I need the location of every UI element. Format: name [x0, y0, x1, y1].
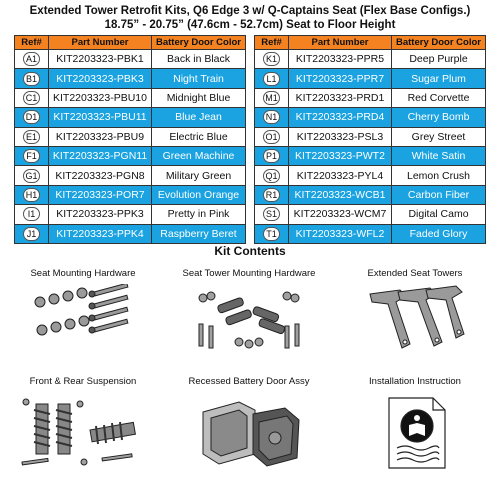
kit-item-label: Installation Instruction — [369, 376, 461, 387]
ref-badge: F1 — [23, 149, 40, 163]
ref-cell — [255, 224, 289, 243]
kit-item-label: Front & Rear Suspension — [29, 376, 137, 387]
battery-door-color-cell: Carbon Fiber — [392, 185, 486, 204]
kit-item-label: Recessed Battery Door Assy — [188, 376, 310, 387]
table-row — [255, 88, 486, 107]
ref-badge: N1 — [263, 110, 280, 124]
title-line-1: Extended Tower Retrofit Kits, Q6 Edge 3 w/ Q-Captains Seat (Flex Base Configs.) — [29, 5, 471, 17]
parts-table-left — [14, 35, 246, 244]
kit-item-seat-tower-mounting-hardware — [166, 268, 332, 354]
ref-badge: Q1 — [263, 169, 280, 183]
part-number-cell: KIT2203323-POR7 — [49, 185, 152, 204]
part-number-cell: KIT2203323-WCB1 — [289, 185, 392, 204]
table-row — [15, 166, 246, 185]
suspension-spring-icon — [18, 392, 148, 472]
battery-door-color-cell: Evolution Orange — [152, 185, 246, 204]
parts-table-left-body — [15, 50, 246, 244]
part-number-cell: KIT2203323-PPK3 — [49, 205, 152, 224]
page-title — [0, 4, 500, 32]
battery-door-color-cell: Electric Blue — [152, 127, 246, 146]
battery-door-color-cell: White Satin — [392, 146, 486, 165]
title-line-2: 18.75” - 20.75” (47.6cm - 52.7cm) Seat to Floor Height — [104, 19, 396, 31]
kit-contents-title: Kit Contents — [214, 244, 286, 258]
battery-door-color-cell: Raspberry Beret — [152, 224, 246, 243]
table-header-row — [15, 36, 246, 50]
ref-cell — [15, 205, 49, 224]
ref-badge: S1 — [263, 207, 280, 221]
header-battery-door-color: Battery Door Color — [152, 36, 246, 50]
table-row — [15, 108, 246, 127]
kit-item-front-rear-suspension — [0, 376, 166, 472]
part-number-cell: KIT2203323-PPK4 — [49, 224, 152, 243]
battery-door-color-cell: Cherry Bomb — [392, 108, 486, 127]
ref-badge: T1 — [263, 227, 280, 241]
seat-tower-icon — [360, 284, 470, 354]
ref-cell — [15, 50, 49, 69]
ref-cell — [255, 205, 289, 224]
parts-tables — [14, 35, 486, 244]
battery-door-color-cell: Lemon Crush — [392, 166, 486, 185]
ref-cell — [15, 224, 49, 243]
battery-door-color-cell: Faded Glory — [392, 224, 486, 243]
kit-item-recessed-battery-door-assy — [166, 376, 332, 472]
ref-badge: R1 — [263, 188, 280, 202]
ref-badge: I1 — [23, 207, 40, 221]
ref-cell — [255, 127, 289, 146]
kit-item-extended-seat-towers — [332, 268, 498, 354]
ref-badge: C1 — [23, 91, 40, 105]
ref-cell — [15, 69, 49, 88]
table-row — [15, 88, 246, 107]
ref-cell — [255, 108, 289, 127]
battery-door-color-cell: Back in Black — [152, 50, 246, 69]
part-number-cell: KIT2203323-PWT2 — [289, 146, 392, 165]
ref-cell — [15, 88, 49, 107]
ref-badge: P1 — [263, 149, 280, 163]
part-number-cell: KIT2203323-PGN11 — [49, 146, 152, 165]
parts-table-right — [254, 35, 486, 244]
ref-cell — [255, 146, 289, 165]
battery-door-color-cell: Night Train — [152, 69, 246, 88]
ref-badge: A1 — [23, 52, 40, 66]
table-row — [15, 146, 246, 165]
battery-door-color-cell: Pretty in Pink — [152, 205, 246, 224]
header-ref: Ref# — [15, 36, 49, 50]
table-row — [15, 69, 246, 88]
part-number-cell: KIT2203323-PRD4 — [289, 108, 392, 127]
table-row — [15, 185, 246, 204]
ref-badge: E1 — [23, 130, 40, 144]
table-row — [255, 224, 486, 243]
part-number-cell: KIT2203323-PBU11 — [49, 108, 152, 127]
ref-cell — [255, 69, 289, 88]
ref-cell — [15, 108, 49, 127]
part-number-cell: KIT2203323-PPR5 — [289, 50, 392, 69]
ref-badge: J1 — [23, 227, 40, 241]
table-row — [255, 205, 486, 224]
battery-door-color-cell: Grey Street — [392, 127, 486, 146]
table-row — [15, 50, 246, 69]
ref-cell — [15, 166, 49, 185]
part-number-cell: KIT2203323-PSL3 — [289, 127, 392, 146]
ref-badge: H1 — [23, 188, 40, 202]
ref-badge: G1 — [23, 169, 40, 183]
header-part-number: Part Number — [289, 36, 392, 50]
ref-cell — [15, 185, 49, 204]
table-row — [15, 224, 246, 243]
battery-door-color-cell: Digital Camo — [392, 205, 486, 224]
table-row — [255, 166, 486, 185]
part-number-cell: KIT2203323-PBU9 — [49, 127, 152, 146]
ref-badge: O1 — [263, 130, 280, 144]
ref-cell — [255, 50, 289, 69]
bracket-hardware-icon — [189, 284, 309, 354]
ref-badge: B1 — [23, 72, 40, 86]
manual-icon — [375, 392, 455, 472]
ref-cell — [15, 146, 49, 165]
part-number-cell: KIT2203323-PBK1 — [49, 50, 152, 69]
battery-door-color-cell: Military Green — [152, 166, 246, 185]
ref-cell — [255, 166, 289, 185]
table-row — [255, 146, 486, 165]
part-number-cell: KIT2203323-PPR7 — [289, 69, 392, 88]
battery-door-color-cell: Midnight Blue — [152, 88, 246, 107]
kit-item-label: Extended Seat Towers — [367, 268, 463, 279]
battery-door-color-cell: Deep Purple — [392, 50, 486, 69]
ref-badge: K1 — [263, 52, 280, 66]
part-number-cell: KIT2203323-PBK3 — [49, 69, 152, 88]
ref-cell — [255, 185, 289, 204]
ref-badge: L1 — [263, 72, 280, 86]
battery-door-icon — [189, 392, 309, 472]
part-number-cell: KIT2203323-WFL2 — [289, 224, 392, 243]
kit-item-label: Seat Mounting Hardware — [30, 268, 136, 279]
header-battery-door-color: Battery Door Color — [392, 36, 486, 50]
parts-table-right-body — [255, 50, 486, 244]
kit-item-seat-mounting-hardware — [0, 268, 166, 354]
kit-item-installation-instruction — [332, 376, 498, 472]
bolts-washers-icon — [28, 284, 138, 354]
header-part-number: Part Number — [49, 36, 152, 50]
battery-door-color-cell: Red Corvette — [392, 88, 486, 107]
ref-cell — [15, 127, 49, 146]
part-number-cell: KIT2203323-PBU10 — [49, 88, 152, 107]
ref-badge: D1 — [23, 110, 40, 124]
kit-item-label: Seat Tower Mounting Hardware — [182, 268, 316, 279]
header-ref: Ref# — [255, 36, 289, 50]
table-row — [255, 127, 486, 146]
battery-door-color-cell: Blue Jean — [152, 108, 246, 127]
table-row — [255, 185, 486, 204]
table-row — [255, 50, 486, 69]
ref-cell — [255, 88, 289, 107]
table-row — [255, 69, 486, 88]
ref-badge: M1 — [263, 91, 280, 105]
battery-door-color-cell: Sugar Plum — [392, 69, 486, 88]
table-row — [15, 127, 246, 146]
table-row — [15, 205, 246, 224]
part-number-cell: KIT2203323-PGN8 — [49, 166, 152, 185]
table-header-row — [255, 36, 486, 50]
part-number-cell: KIT2203323-PRD1 — [289, 88, 392, 107]
table-row — [255, 108, 486, 127]
part-number-cell: KIT2203323-WCM7 — [289, 205, 392, 224]
battery-door-color-cell: Green Machine — [152, 146, 246, 165]
part-number-cell: KIT2203323-PYL4 — [289, 166, 392, 185]
